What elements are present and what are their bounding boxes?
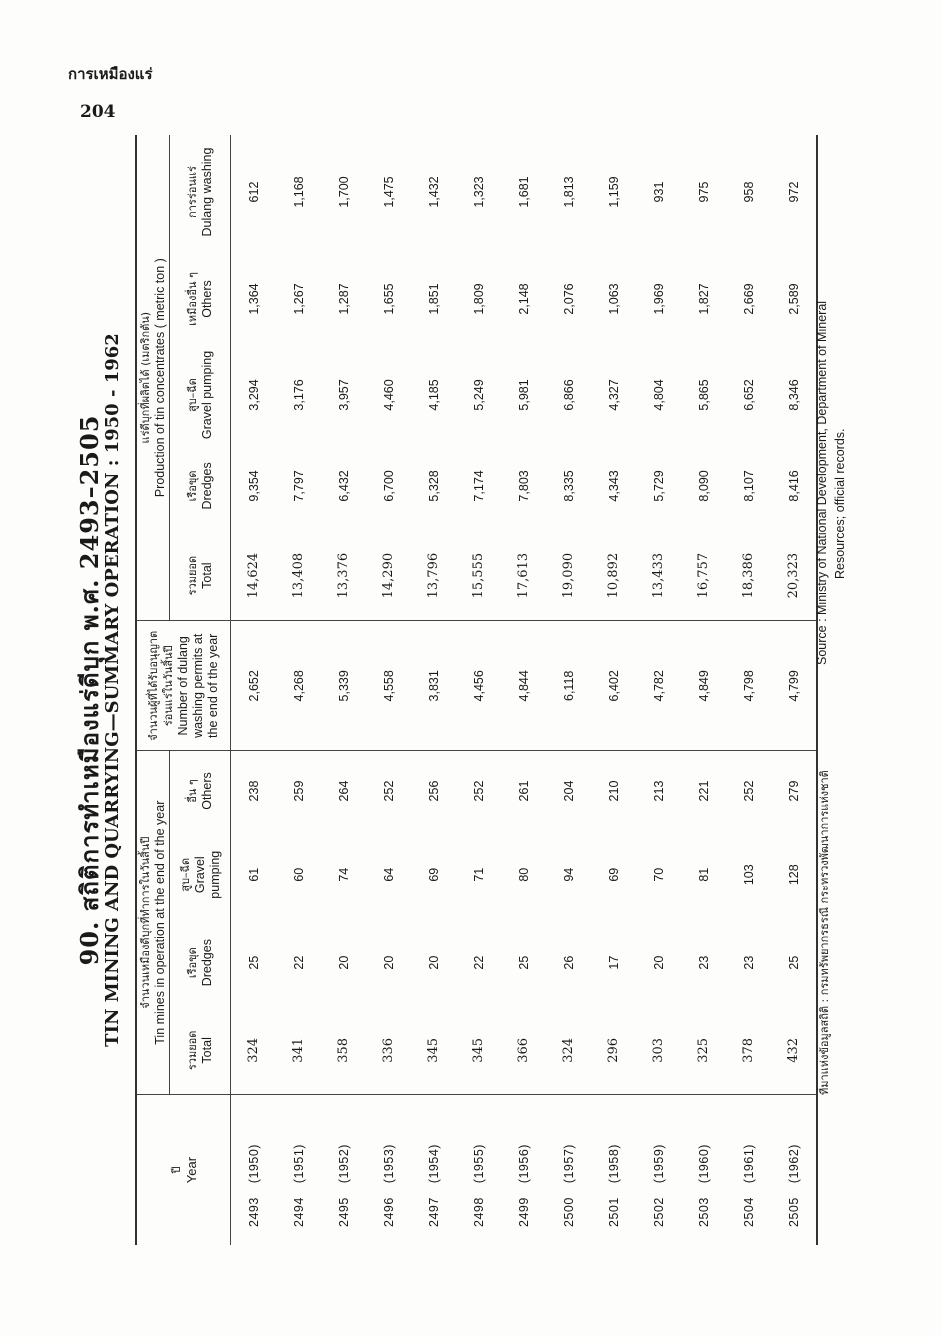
- cell-m-total: 341: [291, 1037, 306, 1063]
- cell-m-total: 378: [741, 1037, 756, 1063]
- year-be: 2501: [606, 1197, 621, 1227]
- cell-p-gravel: 5,981: [516, 379, 531, 411]
- cell-m-gravel: 128: [771, 831, 817, 919]
- year-ad: (1955): [471, 1144, 486, 1184]
- cell-p-total: 13,796: [426, 552, 441, 599]
- year-be: 2505: [786, 1197, 801, 1227]
- year-ad: (1959): [651, 1144, 666, 1184]
- cell-permits: 4,849: [681, 621, 726, 751]
- cell-m-total: 325: [696, 1037, 711, 1063]
- year-cell: [231, 1095, 277, 1245]
- cell-m-dredges: 20: [336, 955, 351, 970]
- cell-m-others: 221: [681, 751, 726, 831]
- table-row: [366, 135, 411, 1245]
- table-row: [726, 135, 771, 1245]
- cell-m-others: 261: [501, 751, 546, 831]
- cell-m-total: 345: [471, 1037, 486, 1063]
- source-english-line2: Resources; official records.: [833, 428, 847, 579]
- cell-p-total: 13,376: [336, 552, 351, 599]
- cell-m-others: 204: [546, 751, 591, 831]
- cell-permits: 4,456: [456, 621, 501, 751]
- year-ad: (1960): [696, 1144, 711, 1184]
- cell-p-others: 2,589: [771, 249, 817, 349]
- cell-p-total: 14,290: [381, 552, 396, 599]
- year-be: 2495: [336, 1197, 351, 1227]
- cell-permits: 6,118: [546, 621, 591, 751]
- table-row: [546, 135, 591, 1245]
- cell-m-gravel: 69: [426, 867, 441, 882]
- cell-p-others: 2,669: [741, 283, 756, 315]
- cell-p-dredges: 9,354: [246, 470, 261, 502]
- col-mines-others: อื่น ๆ Others: [170, 751, 231, 831]
- table-row: [771, 135, 817, 1245]
- year-be: 2493: [246, 1197, 261, 1227]
- cell-m-total: 358: [336, 1037, 351, 1063]
- year-be: 2500: [561, 1197, 576, 1227]
- cell-m-dredges: 25: [246, 955, 261, 970]
- cell-permits: 4,268: [276, 621, 321, 751]
- cell-p-dredges: 5,328: [426, 470, 441, 502]
- cell-m-dredges: 17: [606, 955, 621, 970]
- cell-m-gravel: 103: [741, 864, 756, 886]
- year-header: ปี Year: [137, 1095, 231, 1245]
- cell-m-gravel: 69: [606, 867, 621, 882]
- col-mines-total: รวมยอด Total: [170, 1007, 231, 1095]
- year-ad: (1952): [336, 1144, 351, 1184]
- cell-p-gravel: 3,176: [291, 379, 306, 411]
- cell-p-others: 1,655: [381, 283, 396, 315]
- cell-m-dredges: 20: [381, 955, 396, 970]
- year-be: 2499: [516, 1197, 531, 1227]
- cell-p-total: 19,090: [561, 552, 576, 599]
- cell-p-dulang: 958: [741, 181, 756, 203]
- col-mines-dredges: เรือขุด Dredges: [170, 919, 231, 1007]
- cell-p-others: 1,063: [606, 283, 621, 315]
- cell-p-dulang: 975: [696, 181, 711, 203]
- cell-permits: 2,652: [231, 621, 277, 751]
- year-be: 2498: [471, 1197, 486, 1227]
- table-row: [501, 135, 546, 1245]
- table-row: [636, 135, 681, 1245]
- col-prod-dredges: เรือขุด Dredges: [170, 441, 231, 531]
- cell-m-gravel: 81: [696, 867, 711, 882]
- production-group-header: แร่ดีบุกที่ผลิตได้ (เมตริกตัน) Production of tin concentrates ( metric ton ): [137, 135, 170, 621]
- cell-p-others: 1,809: [471, 283, 486, 315]
- cell-m-total: 303: [651, 1037, 666, 1063]
- year-ad: (1956): [516, 1144, 531, 1184]
- year-ad: (1954): [426, 1144, 441, 1184]
- cell-p-total: 16,757: [696, 552, 711, 599]
- cell-p-dredges: 6,700: [381, 470, 396, 502]
- cell-p-gravel: 4,185: [426, 379, 441, 411]
- table-row: [276, 135, 321, 1245]
- year-be: 2503: [696, 1197, 711, 1227]
- cell-p-total: 13,408: [291, 552, 306, 599]
- cell-m-total: 336: [381, 1037, 396, 1063]
- cell-p-gravel: 3,957: [336, 379, 351, 411]
- cell-p-others: 1,364: [246, 283, 261, 315]
- cell-m-total: 432: [771, 1007, 817, 1095]
- cell-p-dulang: 1,700: [336, 176, 351, 208]
- cell-p-gravel: 5,249: [471, 379, 486, 411]
- cell-p-gravel: 6,652: [741, 379, 756, 411]
- cell-m-gravel: 64: [381, 867, 396, 882]
- cell-p-dulang: 931: [651, 181, 666, 203]
- year-ad: (1957): [561, 1144, 576, 1184]
- year-cell: [456, 1095, 501, 1245]
- year-cell: [366, 1095, 411, 1245]
- table-row: [591, 135, 636, 1245]
- year-cell: [771, 1095, 817, 1245]
- year-ad: (1958): [606, 1144, 621, 1184]
- cell-m-dredges: 20: [426, 955, 441, 970]
- cell-m-others: 252: [456, 751, 501, 831]
- rotated-table-block: [60, 135, 900, 1245]
- cell-m-dredges: 23: [741, 955, 756, 970]
- cell-permits: 3,831: [411, 621, 456, 751]
- cell-p-total: 13,433: [651, 552, 666, 599]
- year-be: 2502: [651, 1197, 666, 1227]
- cell-m-others: 252: [726, 751, 771, 831]
- cell-m-total: 296: [606, 1037, 621, 1063]
- cell-m-dredges: 25: [516, 955, 531, 970]
- year-ad: (1953): [381, 1144, 396, 1184]
- table-row: [321, 135, 366, 1245]
- cell-m-gravel: 74: [336, 867, 351, 882]
- table-row: [681, 135, 726, 1245]
- year-ad: (1961): [741, 1144, 756, 1184]
- cell-p-total: 20,323: [771, 531, 817, 621]
- year-be: 2494: [291, 1197, 306, 1227]
- cell-p-gravel: 3,294: [246, 379, 261, 411]
- cell-p-dredges: 7,174: [471, 470, 486, 502]
- cell-m-others: 256: [411, 751, 456, 831]
- cell-p-dulang: 1,168: [291, 176, 306, 208]
- cell-p-gravel: 5,865: [696, 379, 711, 411]
- cell-permits: 6,402: [591, 621, 636, 751]
- col-prod-others: เหมืองอื่น ๆ Others: [170, 249, 231, 349]
- cell-p-total: 17,613: [516, 552, 531, 599]
- cell-p-gravel: 8,346: [771, 349, 817, 441]
- source-thai: ที่มาแห่งข้อมูลสถิติ : กรมทรัพยากรธรณี กระทรวงพัฒนาการแห่งชาติ: [818, 770, 831, 1095]
- source-english-line1: Source : Ministry of National Development, Department of Mineral: [815, 300, 829, 665]
- cell-m-gravel: 60: [291, 867, 306, 882]
- tin-mining-table: [135, 135, 818, 1245]
- cell-p-dredges: 6,432: [336, 470, 351, 502]
- year-cell: [276, 1095, 321, 1245]
- mines-group-header: จำนวนเหมืองดีบุกที่ทำการในวันสิ้นปี Tin mines in operation at the end of the year: [137, 751, 170, 1095]
- section-header: การเหมืองแร่: [68, 65, 153, 83]
- cell-p-gravel: 4,460: [381, 379, 396, 411]
- cell-m-gravel: 61: [246, 867, 261, 882]
- year-cell: [321, 1095, 366, 1245]
- year-ad: (1962): [786, 1144, 801, 1184]
- cell-p-dredges: 8,090: [696, 470, 711, 502]
- table-title-thai: 90. สถิติการทำเหมืองแร่ดีบุก พ.ศ. 2493–2505: [75, 414, 104, 966]
- cell-m-dredges: 26: [561, 955, 576, 970]
- cell-m-others: 264: [321, 751, 366, 831]
- cell-m-gravel: 80: [516, 867, 531, 882]
- cell-m-others: 210: [591, 751, 636, 831]
- cell-p-dredges: 4,343: [606, 470, 621, 502]
- year-cell: [546, 1095, 591, 1245]
- year-cell: [726, 1095, 771, 1245]
- col-prod-total: รวมยอด Total: [170, 531, 231, 621]
- cell-p-dulang: 1,323: [471, 176, 486, 208]
- cell-p-others: 1,267: [291, 283, 306, 315]
- cell-m-dredges: 23: [696, 955, 711, 970]
- cell-m-total: 324: [246, 1037, 261, 1063]
- year-cell: [681, 1095, 726, 1245]
- cell-p-dredges: 7,797: [291, 470, 306, 502]
- cell-m-gravel: 70: [651, 867, 666, 882]
- cell-m-others: 238: [231, 751, 277, 831]
- year-cell: [636, 1095, 681, 1245]
- table-body: [231, 135, 818, 1245]
- year-be: 2504: [741, 1197, 756, 1227]
- year-cell: [411, 1095, 456, 1245]
- cell-permits: 4,799: [771, 621, 817, 751]
- cell-m-gravel: 94: [561, 867, 576, 882]
- cell-p-dredges: 8,416: [771, 441, 817, 531]
- cell-m-others: 213: [636, 751, 681, 831]
- cell-p-dulang: 1,475: [381, 176, 396, 208]
- cell-m-total: 366: [516, 1037, 531, 1063]
- cell-p-dulang: 1,681: [516, 176, 531, 208]
- cell-p-gravel: 6,866: [561, 379, 576, 411]
- cell-m-total: 324: [561, 1037, 576, 1063]
- cell-p-others: 1,969: [651, 283, 666, 315]
- table-row: [411, 135, 456, 1245]
- cell-permits: 5,339: [321, 621, 366, 751]
- cell-p-dulang: 1,432: [426, 176, 441, 208]
- table-title-english: TIN MINING AND QUARRYING—SUMMARY OPERATION : 1950 - 1962: [102, 333, 123, 1047]
- cell-p-total: 18,386: [741, 552, 756, 599]
- cell-p-others: 2,148: [516, 283, 531, 315]
- col-prod-gravel: สูบ–ฉีด Gravel pumping: [170, 349, 231, 441]
- cell-p-dulang: 1,813: [561, 176, 576, 208]
- cell-p-dulang: 1,159: [606, 176, 621, 208]
- cell-p-others: 1,287: [336, 283, 351, 315]
- cell-m-dredges: 22: [291, 955, 306, 970]
- cell-m-others: 279: [771, 751, 817, 831]
- permits-header: จำนวนผู้ที่ได้รับอนุญาตร่อนแร่ในวันสิ้นปี Number of dulang washing permits at the end of the year: [137, 621, 231, 751]
- cell-p-total: 10,892: [606, 552, 621, 599]
- year-ad: (1950): [246, 1144, 261, 1184]
- table-row: [456, 135, 501, 1245]
- cell-p-total: 15,555: [471, 552, 486, 599]
- cell-p-dredges: 8,107: [741, 470, 756, 502]
- cell-m-dredges: 25: [771, 919, 817, 1007]
- cell-p-total: 14,624: [246, 552, 261, 599]
- cell-p-dredges: 8,335: [561, 470, 576, 502]
- cell-permits: 4,558: [366, 621, 411, 751]
- cell-p-dredges: 7,803: [516, 470, 531, 502]
- cell-p-others: 2,076: [561, 283, 576, 315]
- col-prod-dulang: การร่อนแร่ Dulang washing: [170, 135, 231, 249]
- cell-p-dulang: 612: [246, 181, 261, 203]
- cell-permits: 4,844: [501, 621, 546, 751]
- cell-m-dredges: 22: [471, 955, 486, 970]
- cell-m-gravel: 71: [471, 867, 486, 882]
- year-ad: (1951): [291, 1144, 306, 1184]
- year-cell: [591, 1095, 636, 1245]
- cell-p-others: 1,851: [426, 283, 441, 315]
- year-be: 2497: [426, 1197, 441, 1227]
- page-number: 204: [80, 102, 116, 122]
- cell-p-dulang: 972: [771, 135, 817, 249]
- year-be: 2496: [381, 1197, 396, 1227]
- table-row: [231, 135, 277, 1245]
- year-cell: [501, 1095, 546, 1245]
- cell-m-others: 252: [366, 751, 411, 831]
- cell-m-dredges: 20: [651, 955, 666, 970]
- cell-p-gravel: 4,804: [651, 379, 666, 411]
- cell-p-dredges: 5,729: [651, 470, 666, 502]
- cell-permits: 4,782: [636, 621, 681, 751]
- cell-p-gravel: 4,327: [606, 379, 621, 411]
- cell-p-others: 1,827: [696, 283, 711, 315]
- cell-m-total: 345: [426, 1037, 441, 1063]
- col-mines-gravel: สูบ–ฉีด Gravel pumping: [170, 831, 231, 919]
- cell-permits: 4,798: [726, 621, 771, 751]
- cell-m-others: 259: [276, 751, 321, 831]
